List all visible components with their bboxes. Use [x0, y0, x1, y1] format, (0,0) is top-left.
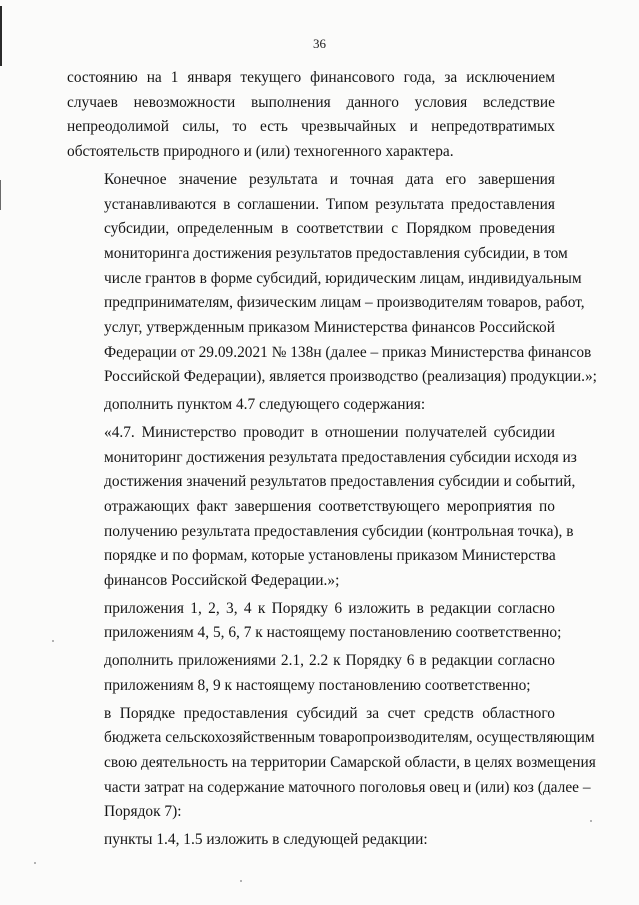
text-line: «4.7. Министерство проводит в отношении получателей субсидии: [104, 423, 555, 441]
page-number: 36: [313, 36, 326, 51]
scan-speck: [34, 862, 36, 864]
text-line: части затрат на содержание маточного поголовья овец и (или) коз (далее –: [104, 778, 591, 796]
text-line: бюджета сельскохозяйственным товаропроизводителям, осуществляющим: [104, 729, 595, 747]
paragraph: [67, 597, 562, 646]
text-line: отражающих факт завершения соответствующего мероприятия по: [104, 497, 555, 515]
scan-speck: [52, 640, 54, 642]
text-line: мониторинг достижения результата предоставления субсидии исходя из: [104, 448, 577, 466]
text-line: приложения 1, 2, 3, 4 к Порядку 6 изложить в редакции согласно: [104, 599, 555, 617]
document-body: [67, 66, 597, 856]
text-line: предпринимателям, физическим лицам – производителям товаров, работ,: [104, 294, 585, 312]
text-line: услуг, утвержденным приказом Министерства финансов Российской: [104, 319, 555, 337]
paragraph: [67, 393, 555, 418]
paragraph: [67, 828, 555, 853]
binding-edge-mark: [0, 180, 1, 210]
paragraph: [67, 702, 596, 826]
scan-speck: [240, 880, 242, 882]
text-line: Порядок 7):: [104, 803, 182, 821]
text-line: субсидии, определенным в соответствии с Порядком проведения: [104, 220, 555, 238]
text-line: Федерации от 29.09.2021 № 138н (далее – приказ Министерства финансов: [104, 343, 592, 361]
text-line: свою деятельность на территории Самарской области, в целях возмещения: [104, 753, 596, 771]
text-line: приложениям 4, 5, 6, 7 к настоящему постановлению соответственно;: [104, 624, 562, 642]
text-line: финансов Российской Федерации.»;: [104, 572, 340, 590]
text-line: случаев невозможности выполнения данного условия вследствие: [67, 93, 555, 111]
text-line: порядке и по формам, которые установлены приказом Министерства: [104, 547, 556, 565]
text-line: дополнить приложениями 2.1, 2.2 к Порядку 6 в редакции согласно: [104, 652, 555, 670]
text-line: мониторинга достижения результатов предоставления субсидии, в том: [104, 244, 568, 262]
text-line: в Порядке предоставления субсидий за счет средств областного: [104, 704, 555, 722]
text-line: Конечное значение результата и точная дата его завершения: [104, 170, 555, 188]
scan-speck: [590, 820, 592, 822]
text-line: дополнить пунктом 4.7 следующего содержания:: [104, 396, 426, 414]
text-line: состоянию на 1 января текущего финансового года, за исключением: [67, 69, 555, 86]
text-line: достижения значений результатов предоставления субсидии и событий,: [104, 473, 576, 491]
text-line: числе грантов в форме субсидий, юридическим лицам, индивидуальным: [104, 269, 582, 287]
text-line: Российской Федерации), является производство (реализация) продукции.»;: [104, 368, 597, 386]
paragraph: [67, 421, 577, 594]
text-line: приложениям 8, 9 к настоящему постановлению соответственно;: [104, 676, 531, 694]
text-line: пункты 1.4, 1.5 изложить в следующей редакции:: [104, 831, 428, 849]
paragraph: [67, 649, 555, 698]
text-line: получению результата предоставления субсидии (контрольная точка), в: [104, 522, 574, 540]
paragraph: [67, 168, 597, 390]
paragraph: [67, 66, 555, 165]
text-line: обстоятельств природного и (или) техногенного характера.: [67, 143, 454, 161]
text-line: непреодолимой силы, то есть чрезвычайных и непредотвратимых: [67, 118, 555, 136]
text-line: устанавливаются в соглашении. Типом результата предоставления: [104, 195, 555, 213]
